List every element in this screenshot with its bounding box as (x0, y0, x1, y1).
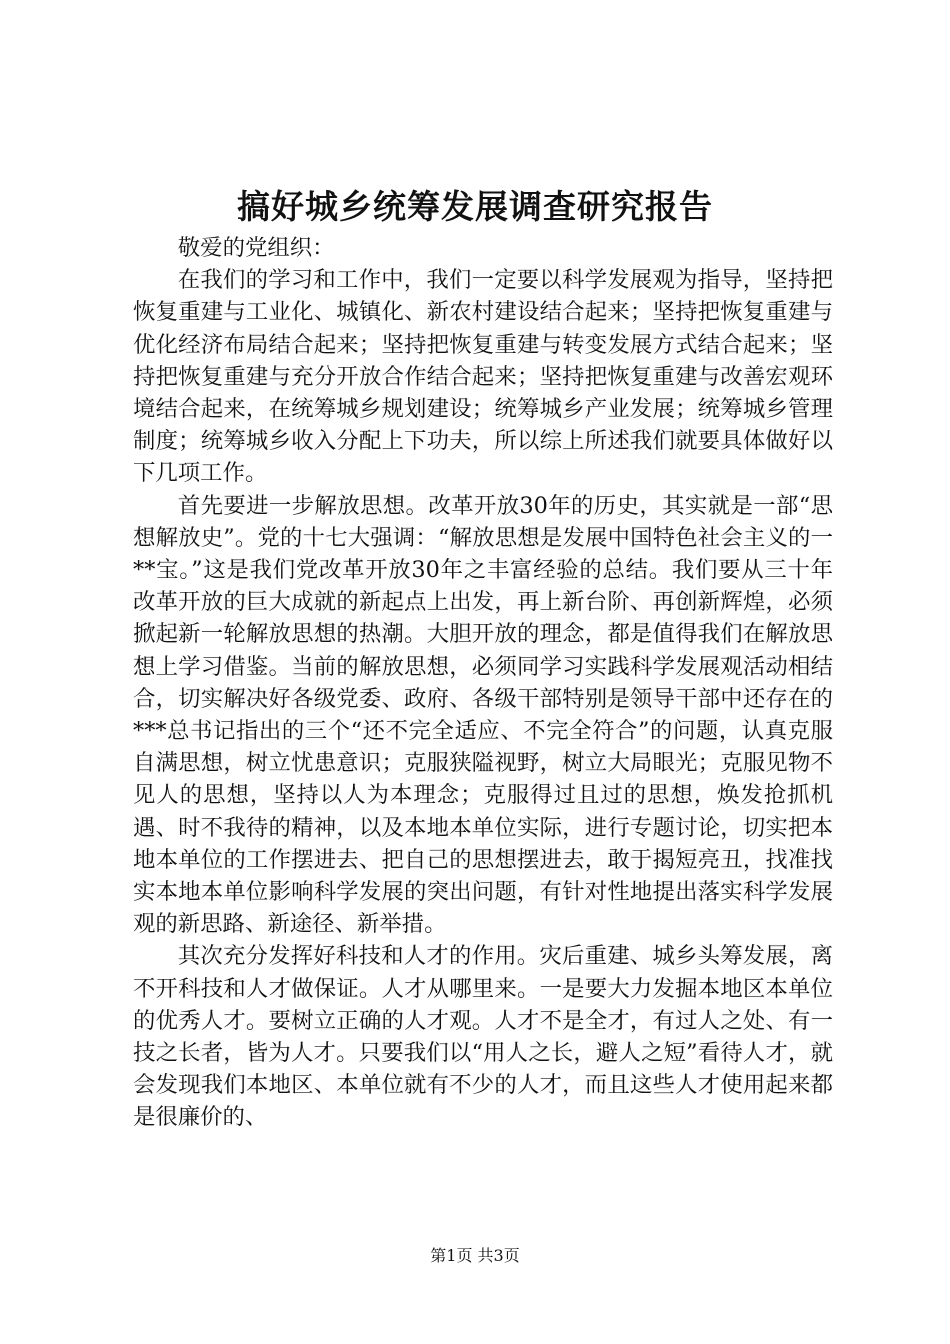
document-body (133, 232, 833, 1134)
page-footer: 第1页 共3页 (430, 1246, 520, 1265)
document-title: 搞好城乡统筹发展调查研究报告 (237, 187, 713, 226)
paragraph-2: 首先要进一步解放思想。改革开放30年的历史，其实就是一部“思想解放史”。党的十七大强调：“解放思想是发展中国特色社会主义的一**宝。”这是我们党改革开放30年之丰富经验的总结。我们要从三十年改革开放的巨大成就的新起点上出发，再上新台阶、再创新辉煌，必须掀起新一轮解放思想的热潮。大胆开放的理念，都是值得我们在解放思想上学习借鉴。当前的解放思想，必须同学习实践科学发展观活动相结合，切实解决好各级党委、政府、各级干部特别是领导干部中还存在的***总书记指出的三个“还不完全适应、不完全符合”的问题，认真克服自满思想，树立忧患意识；克服狭隘视野，树立大局眼光；克服见物不见人的思想，坚持以人为本理念；克服得过且过的思想，焕发抢抓机遇、时不我待的精神，以及本地本单位实际，进行专题讨论，切实把本地本单位的工作摆进去、把自己的思想摆进去，敢于揭短亮丑，找准找实本地本单位影响科学发展的突出问题，有针对性地提出落实科学发展观的新思路、新途径、新举措。 (133, 492, 833, 938)
paragraph-1: 在我们的学习和工作中，我们一定要以科学发展观为指导，坚持把恢复重建与工业化、城镇化、新农村建设结合起来；坚持把恢复重建与优化经济布局结合起来；坚持把恢复重建与转变发展方式结合起来；坚持把恢复重建与充分开放合作结合起来；坚持把恢复重建与改善宏观环境结合起来，在统筹城乡规划建设；统筹城乡产业发展；统筹城乡管理制度；统筹城乡收入分配上下功夫，所以综上所述我们就要具体做好以下几项工作。 (133, 267, 833, 487)
salutation: 敬爱的党组织： (177, 235, 335, 261)
paragraph-3: 其次充分发挥好科技和人才的作用。灾后重建、城乡头筹发展，离不开科技和人才做保证。人才从哪里来。一是要大力发掘本地区本单位的优秀人才。要树立正确的人才观。人才不是全才，有过人之处、有一技之长者，皆为人才。只要我们以“用人之长，避人之短”看待人才，就会发现我们本地区、本单位就有不少的人才，而且这些人才使用起来都是很廉价的、 (133, 943, 833, 1131)
